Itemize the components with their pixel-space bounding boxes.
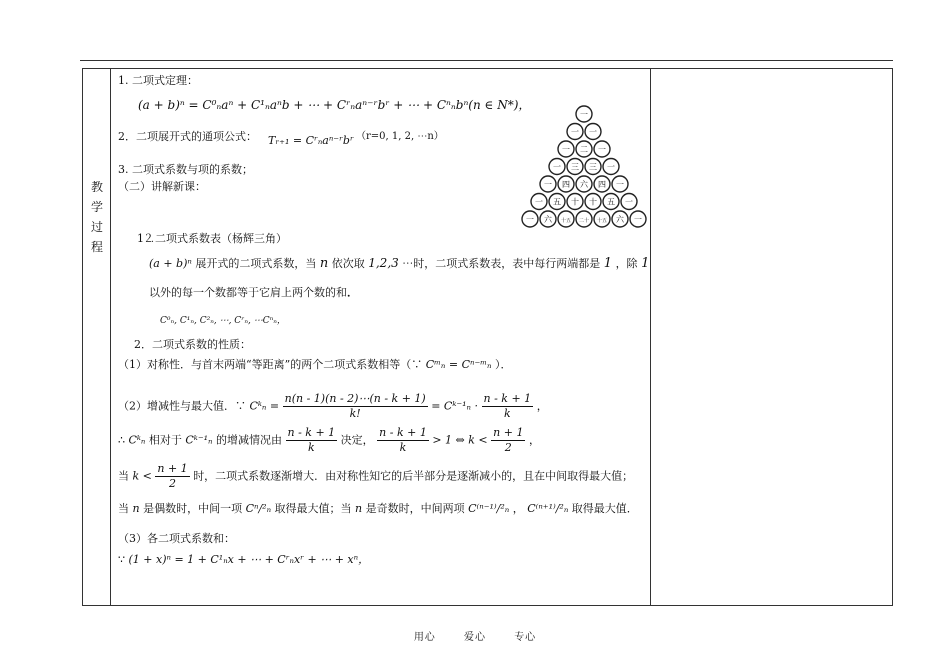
triangle-node-label: 五: [607, 197, 615, 207]
triangle-node: [558, 176, 574, 192]
triangle-node-label: 一: [553, 162, 561, 172]
triangle-node-label: 十五: [596, 218, 608, 224]
triangle-node: [531, 194, 547, 210]
text: 取得最大值．: [571, 502, 638, 515]
triangle-node: [594, 141, 610, 157]
text: ，: [512, 502, 524, 515]
property-max: [118, 502, 638, 516]
numerator: n - k + 1: [287, 426, 336, 439]
triangle-node-label: 一: [616, 180, 624, 189]
property-monotonic-2: [118, 426, 540, 455]
triangle-node: [621, 194, 637, 210]
symmetry-formula: Cᵐₙ = Cⁿ⁻ᵐₙ: [425, 358, 492, 371]
formula: C⁽ⁿ⁺¹⁾/²ₙ: [527, 502, 569, 515]
denominator: k: [308, 441, 315, 454]
triangle-node-label: 一: [634, 215, 642, 224]
text: 时，二项式系数逐渐增大．由对称性知它的后半部分是逐渐减小的，且在中间取得最大值；: [193, 469, 634, 483]
yanghui-triangle: [518, 104, 654, 236]
property-monotonic-3: [118, 462, 633, 491]
triangle-node: [576, 106, 592, 122]
denominator: k!: [349, 407, 361, 420]
triangle-node: [585, 159, 601, 175]
triangle-node-label: 六: [616, 215, 624, 224]
footer: [0, 628, 950, 643]
coefficient-title: 3. 二项式系数与项的系数；: [118, 163, 253, 176]
triangle-node: [576, 141, 592, 157]
label-char: 过: [90, 220, 103, 234]
coefficient-sum: [118, 553, 369, 567]
text: 取得最大值；当: [274, 502, 352, 515]
triangle-node-label: 一: [625, 197, 633, 207]
text: 的增减情况由: [216, 433, 282, 447]
values: 1,2,3: [368, 256, 399, 270]
triangle-node: [612, 211, 628, 227]
general-term-range: （r=0, 1, 2, ⋯n）: [356, 131, 444, 142]
coefficient-sum-title: （3）各二项式系数和：: [118, 532, 235, 545]
denominator: 2: [504, 441, 512, 454]
fraction: [286, 426, 338, 455]
because: ∵: [118, 553, 125, 566]
text: 决定，: [340, 433, 374, 447]
triangle-node: [540, 211, 556, 227]
yanghui-title: 1⒉二项式系数表（杨辉三角）: [137, 232, 287, 245]
fraction: [155, 462, 189, 491]
formula: = Cᵏ⁻¹ₙ ·: [431, 399, 479, 413]
binomial-expr: (a + b)ⁿ: [149, 257, 192, 270]
numerator: n - k + 1: [379, 426, 427, 439]
text: （1）对称性．与首末两端“等距离”的两个二项式系数相等（∵: [118, 358, 423, 371]
triangle-node: [558, 211, 574, 227]
footer-text: 用心: [413, 632, 436, 643]
numerator: n + 1: [493, 426, 524, 439]
triangle-node: [549, 159, 565, 175]
triangle-node-label: 三: [589, 162, 597, 172]
triangle-node: [630, 211, 646, 227]
text: ∴: [118, 433, 125, 447]
fraction: [482, 392, 534, 421]
triangle-node: [522, 211, 538, 227]
triangle-node: [594, 211, 610, 227]
triangle-node-label: 二十: [578, 218, 590, 224]
triangle-node: [585, 194, 601, 210]
text: ）．: [494, 358, 512, 371]
triangle-node: [549, 194, 565, 210]
properties-title: 2．二项式系数的性质：: [134, 338, 251, 351]
footer-text: 专心: [514, 632, 537, 643]
triangle-node-label: 六: [580, 180, 588, 189]
general-term-formula: Tᵣ₊₁ = Cʳₙaⁿ⁻ʳbʳ: [268, 134, 354, 147]
property-symmetry: [118, 358, 511, 372]
triangle-node: [603, 194, 619, 210]
triangle-node: [612, 176, 628, 192]
formula: (1 + x)ⁿ = 1 + C¹ₙx + ⋯ + Cʳₙxʳ + ⋯ + xⁿ，: [128, 553, 370, 566]
fraction: [283, 392, 428, 421]
footer-text: 爱心: [464, 632, 486, 643]
text: 当: [118, 469, 129, 483]
triangle-node-label: 一: [589, 127, 597, 137]
fraction: [377, 426, 429, 455]
text: 展开式的二项式系数，当: [195, 257, 317, 270]
triangle-node: [540, 176, 556, 192]
triangle-node-label: 一: [535, 197, 543, 207]
section-label: [90, 177, 104, 257]
triangle-node-label: 二: [580, 145, 588, 154]
numerator: n + 1: [157, 462, 188, 475]
denominator: k: [504, 407, 511, 420]
text: 以外的每一个数都等于它肩上两个数的和: [149, 286, 347, 299]
coefficient-sequence: C⁰ₙ, C¹ₙ, C²ₙ, ⋯, Cʳₙ, ⋯Cⁿₙ，: [160, 316, 286, 326]
triangle-node-label: 四: [562, 180, 570, 189]
denominator: k: [399, 441, 407, 454]
fraction: [491, 426, 525, 455]
text: ，: [536, 399, 548, 413]
label-cell: [83, 69, 111, 605]
triangle-node-label: 十: [571, 197, 579, 207]
header-rule: [80, 60, 893, 61]
numerator: n(n - 1)(n - 2)⋯(n - k + 1): [284, 392, 426, 405]
triangle-node: [576, 176, 592, 192]
text: 是偶数时，中间一项: [143, 502, 243, 515]
general-term-title: 2．二项展开式的通项公式：: [118, 130, 257, 143]
text: ，: [528, 433, 540, 447]
denominator: 2: [169, 477, 177, 490]
triangle-node: [594, 176, 610, 192]
label-char: 程: [90, 240, 103, 254]
formula: C⁽ⁿ⁻¹⁾/²ₙ: [468, 502, 510, 515]
var-n: n: [355, 502, 363, 515]
text: ，除: [615, 257, 638, 270]
text: 依次取: [331, 257, 365, 270]
triangle-node: [567, 124, 583, 140]
triangle-node-label: 一: [526, 215, 534, 224]
triangle-node-label: 一: [580, 110, 588, 119]
yanghui-line1: [149, 256, 649, 271]
text: ⋯时，二项式系数表，表中每行两端都是: [402, 257, 601, 270]
triangle-node-label: 一: [544, 180, 552, 189]
triangle-node-label: 四: [598, 180, 606, 189]
formula: Cⁿ/²ₙ: [245, 502, 272, 515]
new-lesson-title: （二）讲解新课：: [118, 180, 206, 193]
lesson-table: [82, 68, 893, 606]
label-char: 学: [90, 200, 103, 214]
text: （2）增减性与最大值．∵: [118, 399, 246, 413]
triangle-node-label: 三: [571, 162, 579, 172]
text: 相对于: [148, 433, 182, 447]
value-one: 1: [641, 256, 650, 271]
triangle-node-label: 十五: [560, 218, 572, 224]
column-divider: [110, 69, 111, 605]
triangle-node-label: 一: [562, 145, 570, 154]
triangle-node-label: 五: [553, 197, 561, 207]
triangle-node: [558, 141, 574, 157]
formula: Cᵏₙ: [128, 433, 146, 447]
label-char: 教: [90, 180, 103, 194]
binomial-theorem-title: 1. 二项式定理：: [118, 74, 198, 87]
text: 当: [118, 502, 129, 515]
triangle-node: [567, 194, 583, 210]
var-n: n: [132, 502, 140, 515]
triangle-node: [567, 159, 583, 175]
property-monotonic: [118, 392, 548, 421]
triangle-node: [576, 211, 592, 227]
var-n: n: [319, 256, 329, 271]
numerator: n - k + 1: [483, 392, 532, 405]
formula: Cᵏ⁻¹ₙ: [185, 433, 213, 447]
formula: k <: [132, 469, 152, 483]
binomial-theorem-formula: (a + b)ⁿ = C⁰ₙaⁿ + C¹ₙaⁿb + ⋯ + Cʳₙaⁿ⁻ʳbʳ + ⋯ + Cⁿₙbⁿ(n ∈ N*)，: [138, 98, 531, 112]
triangle-node-label: 一: [598, 145, 606, 154]
dot: ．: [347, 286, 358, 299]
formula: > 1 ⇔ k <: [432, 433, 488, 447]
triangle-node-label: 十: [589, 197, 597, 207]
triangle-node-label: 六: [544, 215, 552, 224]
triangle-node-label: 一: [607, 162, 615, 172]
triangle-node: [585, 124, 601, 140]
text: 是奇数时，中间两项: [365, 502, 465, 515]
triangle-node: [603, 159, 619, 175]
yanghui-line2: [149, 286, 358, 300]
triangle-node-label: 一: [571, 127, 579, 137]
value-one: 1: [603, 256, 613, 271]
formula: Cᵏₙ =: [249, 399, 280, 413]
